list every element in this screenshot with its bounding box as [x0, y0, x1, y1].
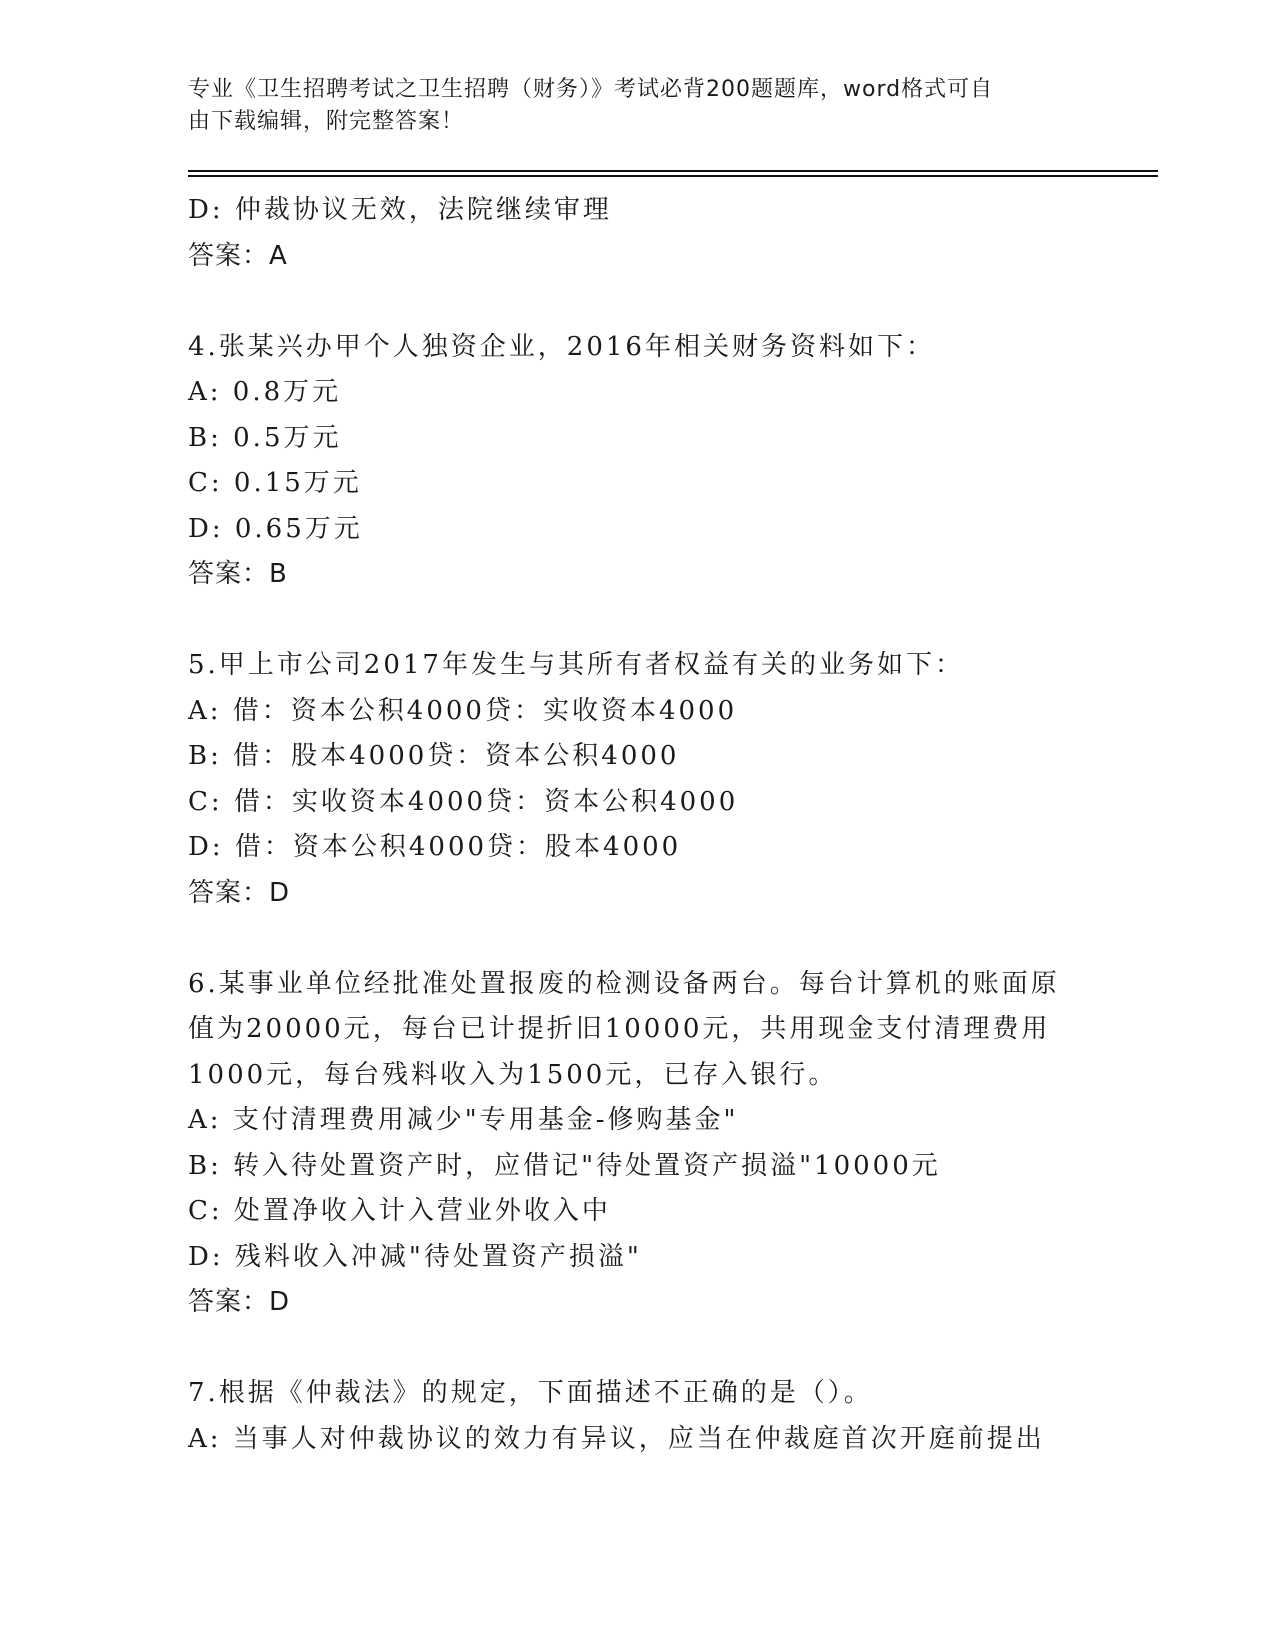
option-d: D: 残料收入冲减"待处置资产损溢": [188, 1241, 642, 1272]
question-stem-line-2: 值为20000元，每台已计提折旧10000元，共用现金支付清理费用: [188, 1014, 1051, 1044]
option-c: C: 处置净收入计入营业外收入中: [188, 1196, 611, 1226]
answer-label: 答案：A: [188, 240, 288, 271]
header-rule-bottom: [188, 175, 1158, 177]
option-c: C: 借：实收资本4000贷：资本公积4000: [188, 786, 739, 817]
option-a: A: 借：资本公积4000贷：实收资本4000: [188, 695, 738, 726]
header-rule-top: [188, 170, 1158, 172]
option-d: D: 仲裁协议无效，法院继续审理: [188, 195, 612, 225]
header-line-1: 专业《卫生招聘考试之卫生招聘（财务）》考试必背200题题库，word格式可自: [188, 77, 994, 102]
answer-label: 答案：B: [188, 559, 288, 589]
option-b: B: 0.5万元: [188, 422, 342, 453]
question-stem: 4.张某兴办甲个人独资企业，2016年相关财务资料如下：: [188, 331, 935, 362]
option-a: A: 当事人对仲裁协议的效力有异议，应当在仲裁庭首次开庭前提出: [188, 1423, 1045, 1454]
question-3-tail: [188, 188, 1088, 279]
question-4: [188, 325, 1088, 598]
header-line-2: 由下载编辑，附完整答案！: [188, 109, 465, 134]
option-b: B: 转入待处置资产时，应借记"待处置资产损溢"10000元: [188, 1150, 941, 1181]
question-stem-line-3: 1000元，每台残料收入为1500元，已存入银行。: [188, 1059, 838, 1090]
document-header: [188, 74, 1088, 138]
question-5: [188, 643, 1088, 916]
answer-label: 答案：D: [188, 877, 291, 908]
question-stem-line-1: 6.某事业单位经批准处置报废的检测设备两台。每台计算机的账面原: [188, 968, 1060, 999]
answer-label: 答案：D: [188, 1287, 291, 1317]
option-a: A: 0.8万元: [188, 377, 342, 407]
question-stem: 5.甲上市公司2017年发生与其所有者权益有关的业务如下：: [188, 650, 964, 680]
question-list: [188, 188, 1088, 1462]
option-d: D: 0.65万元: [188, 513, 363, 544]
option-b: B: 借：股本4000贷：资本公积4000: [188, 741, 680, 771]
option-c: C: 0.15万元: [188, 468, 362, 498]
question-7: [188, 1371, 1088, 1462]
question-6: [188, 962, 1088, 1326]
option-d: D: 借：资本公积4000贷：股本4000: [188, 832, 682, 862]
option-a: A: 支付清理费用减少"专用基金-修购基金": [188, 1105, 739, 1135]
question-stem: 7.根据《仲裁法》的规定，下面描述不正确的是（）。: [188, 1378, 873, 1408]
